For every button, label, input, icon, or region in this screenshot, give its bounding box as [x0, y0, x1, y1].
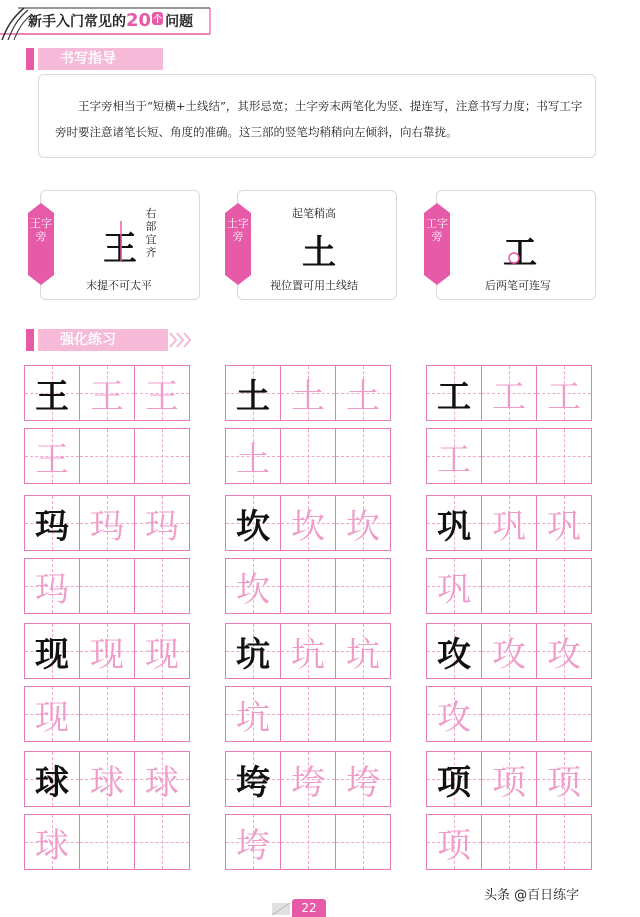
trace-char: 球: [145, 762, 179, 803]
watermark: 头条 @百日练字: [484, 888, 580, 903]
practice-cell[interactable]: [426, 623, 482, 679]
practice-cell[interactable]: [426, 686, 482, 742]
page-number: 22: [292, 899, 326, 917]
page-number-decoration: [272, 901, 290, 915]
practice-row: [225, 623, 393, 679]
practice-cell[interactable]: [536, 623, 592, 679]
guide-line-horizontal: [482, 842, 536, 843]
practice-cell[interactable]: [24, 623, 80, 679]
practice-cell[interactable]: [79, 365, 135, 421]
practice-cell[interactable]: [134, 814, 190, 870]
practice-row: [426, 558, 594, 614]
practice-cell[interactable]: [536, 751, 592, 807]
practice-cell[interactable]: [79, 623, 135, 679]
card-tab: [225, 203, 251, 285]
page-header: [0, 0, 640, 40]
practice-row: [225, 495, 393, 551]
trace-char: 玛: [145, 506, 179, 547]
trace-char: 垮: [291, 762, 325, 803]
practice-cell[interactable]: [335, 428, 391, 484]
trace-char: 项: [547, 762, 581, 803]
section-tab-label: 书写指导: [38, 48, 163, 70]
practice-cell[interactable]: [225, 495, 281, 551]
model-char: 巩: [437, 506, 471, 547]
guide-line-horizontal: [482, 456, 536, 457]
radical-card-wang: [30, 190, 200, 300]
model-char: 王: [35, 376, 69, 417]
radical-card-gong: [426, 190, 596, 300]
guide-line-horizontal: [482, 714, 536, 715]
guide-line-horizontal: [281, 456, 335, 457]
trace-char: 现: [145, 634, 179, 675]
trace-char: 攻: [547, 634, 581, 675]
practice-cell[interactable]: [24, 751, 80, 807]
guide-line-horizontal: [281, 586, 335, 587]
trace-char: 坑: [346, 634, 380, 675]
guide-line-horizontal: [482, 586, 536, 587]
model-char: 坎: [236, 506, 270, 547]
practice-cell[interactable]: [536, 814, 592, 870]
guide-line-horizontal: [80, 456, 134, 457]
practice-cell[interactable]: [79, 751, 135, 807]
title-prefix: 新手入门常见的: [28, 14, 126, 30]
practice-cell[interactable]: [481, 751, 537, 807]
practice-cell[interactable]: [536, 686, 592, 742]
practice-row: [24, 365, 192, 421]
practice-cell[interactable]: [335, 365, 391, 421]
practice-cell[interactable]: [79, 686, 135, 742]
trace-char: 坎: [236, 569, 270, 610]
practice-cell[interactable]: [134, 686, 190, 742]
trace-char: 坎: [291, 506, 325, 547]
practice-cell[interactable]: [79, 814, 135, 870]
model-char: 土: [236, 376, 270, 417]
practice-cell[interactable]: [134, 495, 190, 551]
practice-cell[interactable]: [24, 495, 80, 551]
practice-cell[interactable]: [24, 558, 80, 614]
trace-char: 项: [437, 825, 471, 866]
card-note-bottom: 后两笔可连写: [485, 279, 551, 292]
practice-cell[interactable]: [225, 686, 281, 742]
card-note-top: 起笔稍高: [292, 207, 336, 220]
card-tab-shape: [225, 203, 251, 285]
trace-char: 坎: [346, 506, 380, 547]
practice-cell[interactable]: [79, 428, 135, 484]
guide-line-horizontal: [537, 842, 591, 843]
trace-char: 土: [291, 376, 325, 417]
trace-char: 土: [236, 439, 270, 480]
practice-cell[interactable]: [536, 558, 592, 614]
practice-cell[interactable]: [481, 365, 537, 421]
trace-char: 工: [547, 376, 581, 417]
guide-line-horizontal: [135, 586, 189, 587]
practice-cell[interactable]: [481, 686, 537, 742]
radical-card-tu: [227, 190, 397, 300]
practice-cell[interactable]: [134, 365, 190, 421]
practice-cell[interactable]: [134, 558, 190, 614]
guide-line-horizontal: [135, 714, 189, 715]
practice-cell[interactable]: [134, 751, 190, 807]
model-char: 坑: [236, 634, 270, 675]
practice-row: [426, 814, 594, 870]
practice-row: [225, 558, 393, 614]
practice-row: [24, 558, 192, 614]
practice-cell[interactable]: [225, 365, 281, 421]
practice-cell[interactable]: [280, 428, 336, 484]
trace-char: 巩: [437, 569, 471, 610]
trace-char: 坑: [236, 697, 270, 738]
trace-char: 巩: [547, 506, 581, 547]
trace-char: 王: [35, 439, 69, 480]
practice-cell[interactable]: [335, 814, 391, 870]
practice-row: [426, 623, 594, 679]
card-tab: [28, 203, 54, 285]
trace-char: 王: [145, 376, 179, 417]
guide-line-horizontal: [135, 456, 189, 457]
practice-cell[interactable]: [481, 814, 537, 870]
guide-line-horizontal: [336, 842, 390, 843]
practice-cell[interactable]: [280, 558, 336, 614]
section-tab-guide: [26, 48, 163, 70]
guide-line-horizontal: [537, 456, 591, 457]
practice-cell[interactable]: [335, 495, 391, 551]
trace-char: 玛: [90, 506, 124, 547]
guide-line-horizontal: [336, 714, 390, 715]
practice-cell[interactable]: [481, 558, 537, 614]
model-char: 工: [437, 376, 471, 417]
model-char: 垮: [236, 762, 270, 803]
section-tab-bar: [26, 48, 34, 70]
practice-row: [225, 686, 393, 742]
trace-char: 现: [35, 697, 69, 738]
practice-row: [24, 623, 192, 679]
model-char: 攻: [437, 634, 471, 675]
practice-row: [426, 428, 594, 484]
title-unit: 个: [152, 12, 163, 25]
model-char: 项: [437, 762, 471, 803]
card-radical-char: 土: [302, 233, 336, 273]
guide-line-horizontal: [336, 456, 390, 457]
trace-char: 土: [346, 376, 380, 417]
practice-cell[interactable]: [79, 558, 135, 614]
model-char: 现: [35, 634, 69, 675]
practice-row: [225, 365, 393, 421]
practice-row: [24, 495, 192, 551]
trace-char: 王: [90, 376, 124, 417]
model-char: 玛: [35, 506, 69, 547]
practice-cell[interactable]: [481, 623, 537, 679]
trace-char: 攻: [437, 697, 471, 738]
practice-cell[interactable]: [225, 428, 281, 484]
trace-char: 垮: [346, 762, 380, 803]
guide-text: 王字旁相当于“短横+土线结”，其形忌宽；土字旁末两笔化为竖、提连写，注意书写力度；书写工字旁时要注意诸笔长短、角度的准确。这三部的竖笔均稍稍向左倾斜，向右靠拢。: [55, 99, 583, 139]
practice-cell[interactable]: [280, 814, 336, 870]
practice-cell[interactable]: [536, 428, 592, 484]
card-radical-char: 王: [103, 229, 137, 269]
trace-char: 坑: [291, 634, 325, 675]
title-suffix: 问题: [165, 14, 194, 30]
practice-cell[interactable]: [426, 558, 482, 614]
title-number: 20: [126, 10, 152, 31]
guide-line-horizontal: [537, 586, 591, 587]
guide-line-horizontal: [80, 842, 134, 843]
trace-char: 玛: [35, 569, 69, 610]
practice-row: [426, 751, 594, 807]
page-title: [28, 10, 193, 31]
card-radical-char: 工: [503, 233, 537, 273]
card-tab-label: 工字旁: [426, 217, 448, 243]
card-note-bottom: 视位置可用土线结: [270, 279, 358, 292]
alignment-line: [119, 221, 123, 261]
practice-cell[interactable]: [335, 751, 391, 807]
practice-cell[interactable]: [280, 623, 336, 679]
chevrons-icon: [168, 329, 192, 351]
practice-row: [24, 686, 192, 742]
connection-marker: [507, 251, 521, 265]
practice-cell[interactable]: [335, 558, 391, 614]
practice-cell[interactable]: [335, 623, 391, 679]
practice-row: [225, 751, 393, 807]
practice-row: [225, 814, 393, 870]
practice-row: [426, 686, 594, 742]
practice-cell[interactable]: [481, 428, 537, 484]
section-tab-bar: [26, 329, 34, 351]
card-note-bottom: 末提不可太平: [86, 279, 152, 292]
card-note-top: 右部宜齐: [145, 207, 157, 259]
practice-cell[interactable]: [280, 686, 336, 742]
trace-char: 球: [35, 825, 69, 866]
practice-cell[interactable]: [280, 495, 336, 551]
trace-char: 现: [90, 634, 124, 675]
practice-row: [426, 495, 594, 551]
practice-cell[interactable]: [426, 495, 482, 551]
practice-cell[interactable]: [134, 623, 190, 679]
practice-cell[interactable]: [426, 428, 482, 484]
guide-line-horizontal: [80, 714, 134, 715]
trace-char: 项: [492, 762, 526, 803]
practice-cell[interactable]: [24, 686, 80, 742]
practice-cell[interactable]: [24, 814, 80, 870]
trace-char: 工: [492, 376, 526, 417]
trace-char: 巩: [492, 506, 526, 547]
model-char: 球: [35, 762, 69, 803]
section-tab-practice: [26, 329, 192, 351]
practice-cell[interactable]: [225, 751, 281, 807]
practice-cell[interactable]: [481, 495, 537, 551]
practice-cell[interactable]: [426, 814, 482, 870]
guide-line-horizontal: [80, 586, 134, 587]
practice-row: [24, 751, 192, 807]
practice-row: [24, 428, 192, 484]
card-tab-shape: [28, 203, 54, 285]
guide-line-horizontal: [281, 714, 335, 715]
practice-cell[interactable]: [536, 495, 592, 551]
trace-char: 工: [437, 439, 471, 480]
practice-cell[interactable]: [280, 751, 336, 807]
practice-cell[interactable]: [225, 623, 281, 679]
section-tab-label: 强化练习: [38, 329, 168, 351]
trace-char: 球: [90, 762, 124, 803]
practice-cell[interactable]: [24, 428, 80, 484]
guide-line-horizontal: [135, 842, 189, 843]
card-tab-label: 土字旁: [227, 217, 249, 243]
practice-row: [225, 428, 393, 484]
card-tab-label: 王字旁: [30, 217, 52, 243]
practice-cell[interactable]: [134, 428, 190, 484]
card-tab: [424, 203, 450, 285]
guide-box: [38, 74, 596, 158]
practice-row: [426, 365, 594, 421]
practice-cell[interactable]: [426, 751, 482, 807]
trace-char: 垮: [236, 825, 270, 866]
guide-line-horizontal: [281, 842, 335, 843]
practice-cell[interactable]: [335, 686, 391, 742]
practice-cell[interactable]: [280, 365, 336, 421]
practice-cell[interactable]: [24, 365, 80, 421]
trace-char: 攻: [492, 634, 526, 675]
practice-row: [24, 814, 192, 870]
guide-line-horizontal: [537, 714, 591, 715]
card-tab-shape: [424, 203, 450, 285]
practice-cell[interactable]: [225, 558, 281, 614]
guide-line-horizontal: [336, 586, 390, 587]
practice-cell[interactable]: [426, 365, 482, 421]
practice-cell[interactable]: [536, 365, 592, 421]
practice-cell[interactable]: [79, 495, 135, 551]
practice-cell[interactable]: [225, 814, 281, 870]
